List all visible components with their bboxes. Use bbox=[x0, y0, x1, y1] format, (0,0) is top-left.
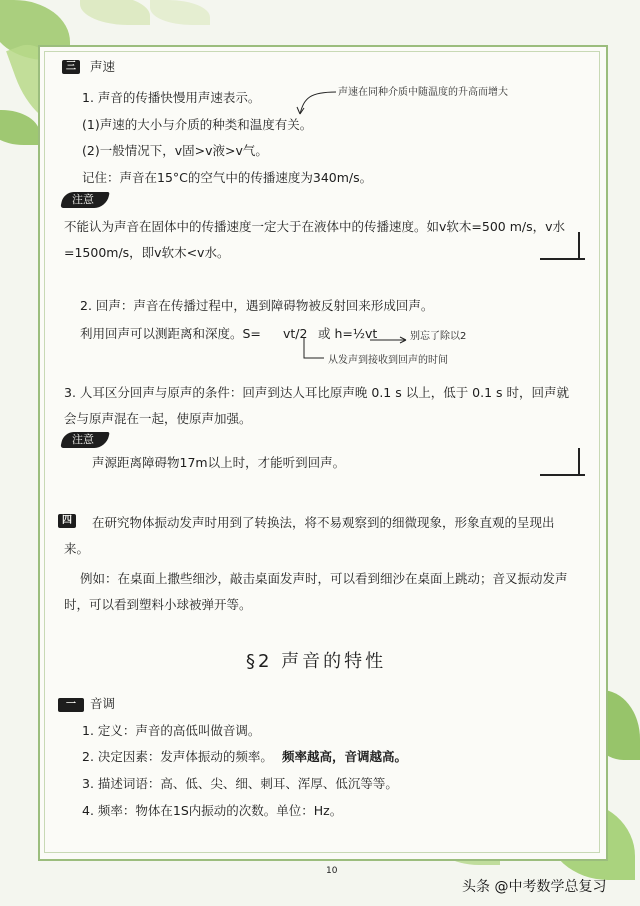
leaf-decoration-top bbox=[80, 0, 150, 25]
time-note: 从发声到接收到回声的时间 bbox=[328, 355, 448, 366]
attention-text-2: 声源距离障碍物17m以上时，才能听到回声。 bbox=[92, 455, 346, 470]
corner-mark-2-line bbox=[540, 474, 585, 476]
leaf-decoration-left bbox=[0, 110, 40, 145]
section-title-pitch: 音调 bbox=[90, 696, 116, 711]
temperature-arrow-icon bbox=[290, 88, 340, 118]
echo-formula-rest: 或 h=½vt bbox=[318, 326, 378, 341]
pitch-words: 3. 描述词语：高、低、尖、细、刺耳、浑厚、低沉等等。 bbox=[82, 776, 398, 791]
section-badge-four: 四 bbox=[58, 514, 76, 528]
pitch-factor: 2. 决定因素：发声体振动的频率。 bbox=[82, 749, 273, 764]
sound-speed-line-1: 1. 声音的传播快慢用声速表示。 bbox=[82, 90, 261, 105]
pitch-factor-emphasis: 频率越高，音调越高。 bbox=[282, 749, 408, 764]
echo-formula-fraction: vt/2 bbox=[283, 326, 308, 341]
section-badge-one: 一 bbox=[58, 698, 84, 712]
echo-definition: 2. 回声：声音在传播过程中，遇到障碍物被反射回来形成回声。 bbox=[80, 298, 434, 313]
temperature-note: 声速在同种介质中随温度的升高而增大 bbox=[338, 87, 508, 98]
corner-mark-1 bbox=[578, 232, 580, 260]
conversion-method-text: 在研究物体振动发声时用到了转换法，将不易观察到的细微现象，形象直观的呈现出来。 bbox=[64, 515, 555, 556]
corner-mark-1-line bbox=[540, 258, 585, 260]
attention-text-1: 不能认为声音在固体中的传播速度一定大于在液体中的传播速度。如v软木=500 m/s，v水=1500m/s，即v软木<v水。 bbox=[64, 219, 566, 260]
half-note: 别忘了除以2 bbox=[410, 331, 467, 342]
pitch-definition: 1. 定义：声音的高低叫做音调。 bbox=[82, 723, 261, 738]
sound-speed-line-3: (2)一般情况下，v固>v液>v气。 bbox=[82, 143, 268, 158]
corner-mark-2 bbox=[578, 448, 580, 476]
formula-arrow-icon bbox=[300, 336, 410, 366]
watermark: 头条 @中考数学总复习 bbox=[462, 879, 607, 895]
attention-badge-1: 注意 bbox=[60, 192, 109, 208]
chapter-heading: §2 声音的特性 bbox=[246, 651, 387, 672]
echo-usage: 利用回声可以测距离和深度。S= bbox=[80, 326, 261, 341]
section-title-sound-speed: 声速 bbox=[90, 59, 116, 74]
remember-line: 记住：声音在15°C的空气中的传播速度为340m/s。 bbox=[82, 170, 373, 185]
conversion-example: 例如：在桌面上撒些细沙，敲击桌面发声时，可以看到细沙在桌面上跳动；音叉振动发声时，可以看到塑料小球被弹开等。 bbox=[64, 571, 568, 612]
sound-speed-line-2: (1)声速的大小与介质的种类和温度有关。 bbox=[82, 117, 313, 132]
leaf-decoration-top-mid bbox=[150, 0, 210, 25]
attention-badge-2: 注意 bbox=[60, 432, 109, 448]
section-badge-three: 三 bbox=[62, 60, 80, 74]
page-number: 10 bbox=[326, 866, 338, 876]
echo-condition: 3. 人耳区分回声与原声的条件：回声到达人耳比原声晚 0.1 s 以上，低于 0.1 s 时，回声就会与原声混在一起，使原声加强。 bbox=[64, 385, 570, 426]
pitch-frequency: 4. 频率：物体在1S内振动的次数。单位：Hz。 bbox=[82, 803, 343, 818]
